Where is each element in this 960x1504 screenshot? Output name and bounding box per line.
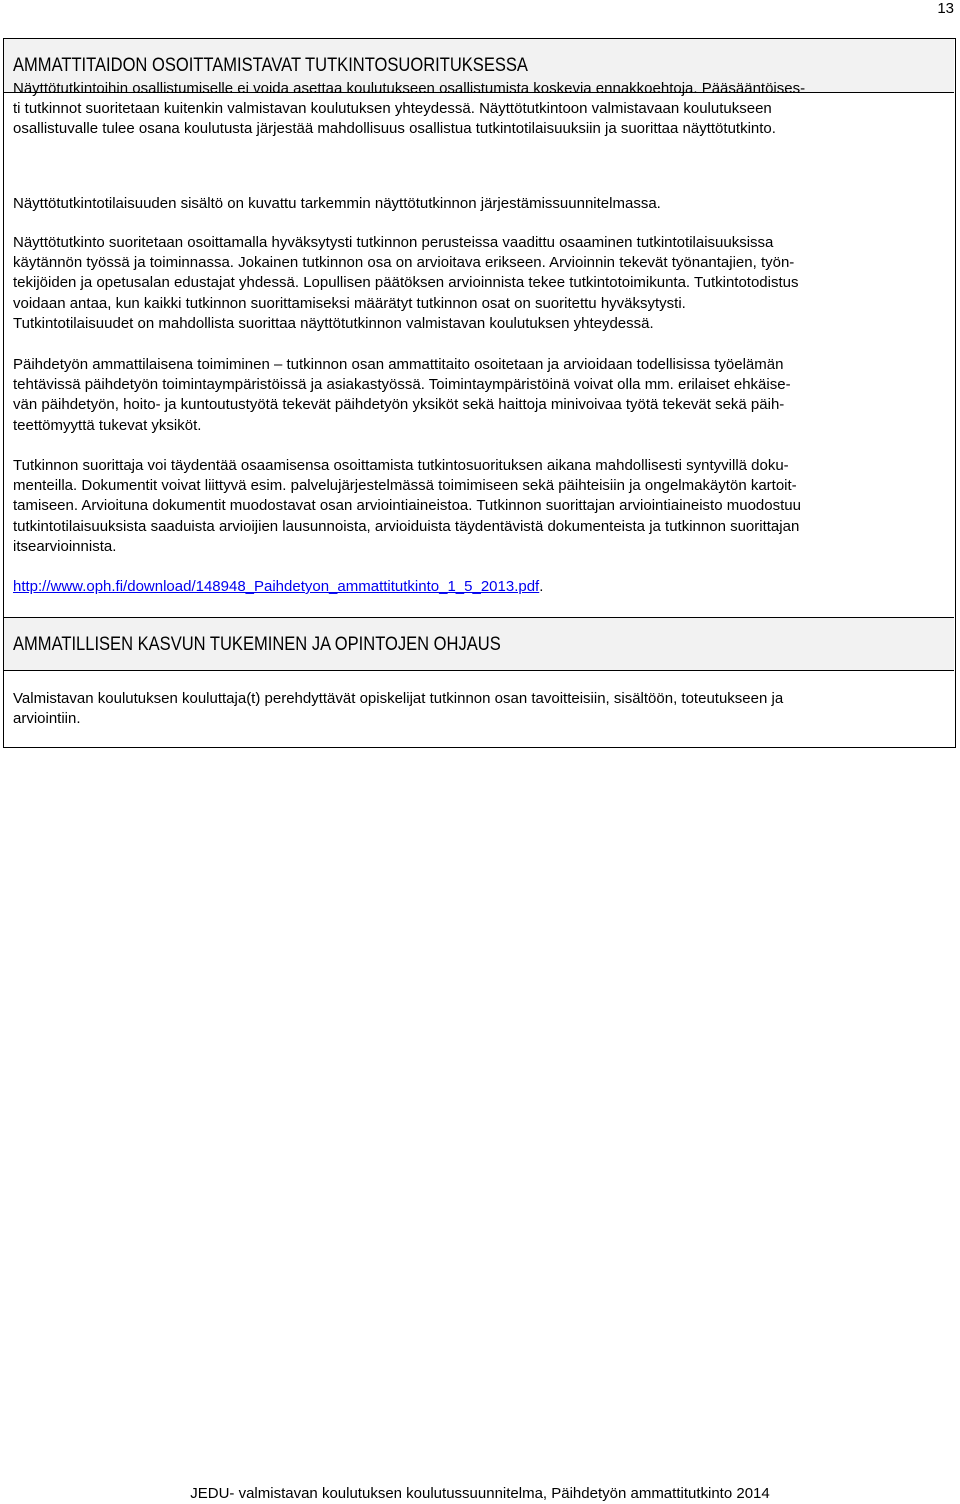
paragraph-guidance (13, 689, 938, 729)
text-line: teettömyyttä tukevat yksiköt. (13, 416, 202, 434)
page-footer: JEDU- valmistavan koulutuksen koulutussuunnitelma, Päihdetyön ammattitutkinto 2014 (190, 1485, 770, 1502)
paragraph-content-description (13, 194, 938, 214)
text-line: tutkintotilaisuuksista saaduista arvioijien lausunnoista, arvioiduista täydentävistä dokumenteista ja tutkinnon suorittajan (13, 517, 800, 535)
text-line: tekijöiden ja opetusalan edustajat yhdessä. Lopullisen päätöksen arvioinnista tekee tutkintotoimikunta. Tutkintotodistus (13, 274, 799, 292)
page-number: 13 (937, 0, 954, 17)
paragraph-preconditions (13, 79, 938, 140)
paragraph-link (13, 577, 938, 597)
text-line: ti tutkinnot suoritetaan kuitenkin valmistavan koulutuksen yhteydessä. Näyttötutkintoon valmistavaan koulutukseen (13, 100, 772, 118)
text-line: arviointiin. (13, 710, 81, 728)
section-heading-bar (4, 617, 954, 671)
link-suffix: . (539, 578, 544, 595)
text-line: Tutkinnon suorittaja voi täydentää osaamisensa osoittamista tutkintosuorituksen aikana mahdollisesti syntyvillä doku- (13, 457, 789, 474)
text-line: osallistuvalle tulee osana koulutusta järjestää mahdollisuus osallistua tutkintotilaisuuksiin ja suorittaa näyttötutkinto. (13, 120, 776, 138)
text-line: käytännön työssä ja toiminnassa. Jokainen tutkinnon osa on arvioitava erikseen. Arvioinnin tekevät työnantajien, työn- (13, 254, 795, 272)
text-line: menteilla. Dokumentit voivat liittyvä esim. palvelujärjestelmässä toimimiseen sekä päihteisiin ja ongelmakäytön kartoit- (13, 477, 797, 495)
text-line: voidaan antaa, kun kaikki tutkinnon suorittamiseksi määrätyt tutkinnon osat on suoritettu hyväksytysti. (13, 294, 686, 312)
section-heading: AMMATILLISEN KASVUN TUKEMINEN JA OPINTOJEN OHJAUS (13, 634, 501, 655)
paragraph-work-environments (13, 355, 938, 436)
text-line: Valmistavan koulutuksen kouluttaja(t) perehdyttävät opiskelijat tutkinnon osan tavoitteisiin, sisältöön, toteutukseen ja (13, 690, 784, 707)
paragraph-assessment (13, 233, 938, 334)
text-line: Tutkintotilaisuudet on mahdollista suorittaa näyttötutkinnon valmistavan koulutuksen yhteydessä. (13, 314, 654, 332)
text-line: tehtävissä päihdetyön toimintaympäristöissä ja asiakastyössä. Toimintaympäristöinä voivat olla mm. erilaiset ehkäise- (13, 376, 791, 394)
paragraph-documents (13, 456, 938, 557)
text-line: Päihdetyön ammattilaisena toimiminen – tutkinnon osan ammattitaito osoitetaan ja arvioidaan todellisissa työelämän (13, 356, 784, 373)
oph-pdf-link[interactable]: http://www.oph.fi/download/148948_Paihdetyon_ammattitutkinto_1_5_2013.pdf (13, 578, 540, 595)
text-line: tamiseen. Arvioituna dokumentit muodostavat osan arviointiaineistoa. Tutkinnon suorittajan arviointiaineisto muodostuu (13, 497, 801, 515)
text-line: Näyttötutkinto suoritetaan osoittamalla hyväksytysti tutkinnon perusteissa vaadittu osaaminen tutkintotilaisuuksissa (13, 234, 774, 251)
text-line: Näyttötutkintotilaisuuden sisältö on kuvattu tarkemmin näyttötutkinnon järjestämissuunnitelmassa. (13, 195, 661, 212)
text-line: vän päihdetyön, hoito- ja kuntoutustyötä tekevät päihdetyön yksiköt sekä haittoja minivoivaa työtä tekevät sekä päih- (13, 396, 785, 414)
text-line: itsearvioinnista. (13, 537, 117, 555)
section-heading: AMMATTITAIDON OSOITTAMISTAVAT TUTKINTOSUORITUKSESSA (13, 55, 528, 76)
text-line: Näyttötutkintoihin osallistumiselle ei voida asettaa koulutukseen osallistumista koskevia ennakkoehtoja. Pääsääntöises- (13, 80, 806, 97)
